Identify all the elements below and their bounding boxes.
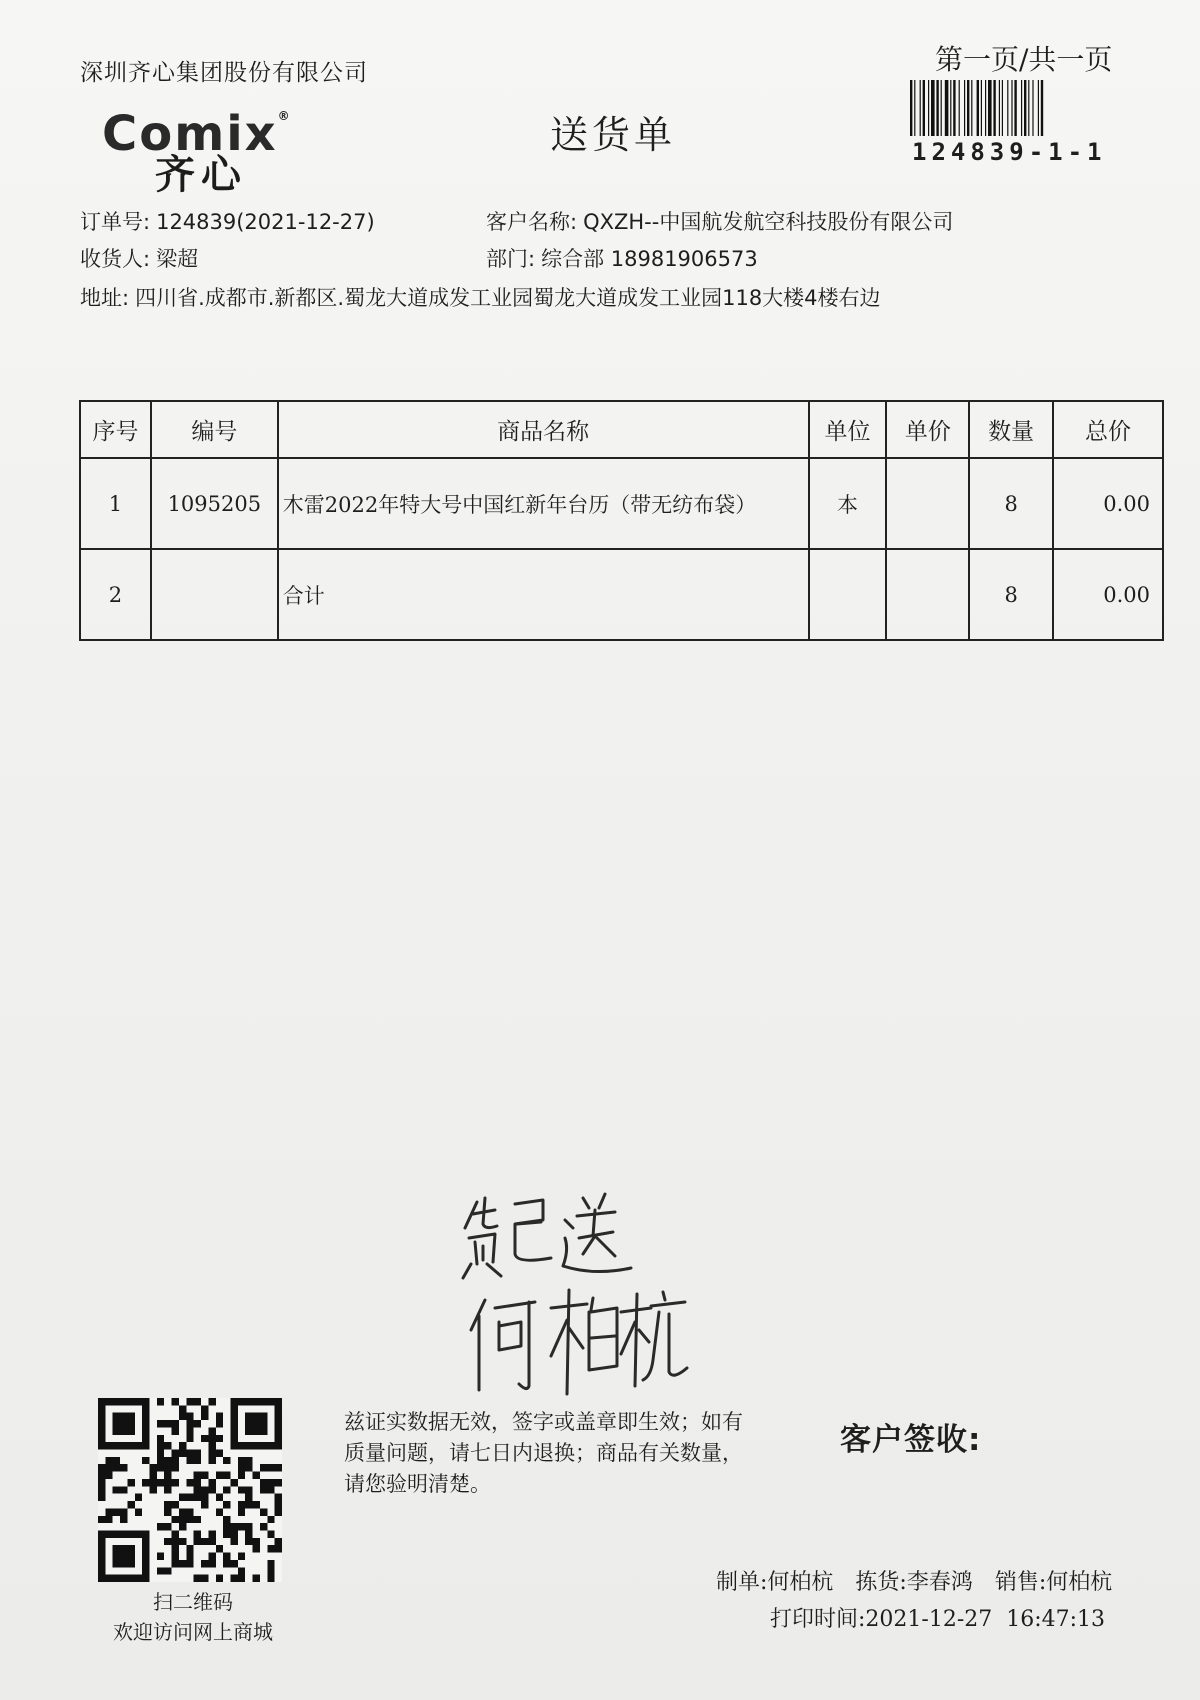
- cell-total: 0.00: [1053, 458, 1163, 549]
- cell-qty: 8: [969, 549, 1053, 640]
- document-title: 送货单: [550, 113, 677, 157]
- col-header-total: 总价: [1053, 401, 1163, 458]
- customer-label: 客户名称:: [486, 210, 578, 234]
- items-table: [79, 400, 1164, 641]
- col-header-price: 单价: [886, 401, 969, 458]
- company-name: 深圳齐心集团股份有限公司: [80, 60, 368, 86]
- maker: 制单:何柏杭: [716, 1570, 834, 1595]
- barcode-icon: [910, 80, 1122, 136]
- col-header-product: 商品名称: [278, 401, 809, 458]
- col-header-code: 编号: [151, 401, 278, 458]
- logo-chinese: 齐心: [155, 152, 247, 198]
- department-value: 综合部 18981906573: [541, 247, 758, 271]
- department-label: 部门:: [486, 247, 536, 271]
- cell-product: 合计: [278, 549, 809, 640]
- qr-caption-scan: 扫二维码: [153, 1590, 233, 1614]
- customer-name: [486, 212, 953, 233]
- cell-price: [886, 458, 969, 549]
- customer-value: QXZH--中国航发航空科技股份有限公司: [583, 210, 954, 234]
- cell-seq: 1: [80, 458, 151, 549]
- validity-notice: 兹证实数据无效，签字或盖章即生效；如有质量问题，请七日内退换；商品有关数量，请您验明清楚。: [344, 1410, 743, 1496]
- customer-signoff-label: 客户签收:: [840, 1422, 982, 1458]
- qr-code-icon: [98, 1398, 282, 1582]
- table-row-summary: [80, 549, 1163, 640]
- address: [80, 288, 881, 309]
- department: [486, 249, 758, 270]
- col-header-unit: 单位: [809, 401, 887, 458]
- order-number-label: 订单号:: [80, 210, 151, 234]
- address-label: 地址:: [80, 286, 130, 310]
- print-time: 打印时间:2021-12-27 16:47:13: [770, 1607, 1106, 1632]
- picker: 拣货:李春鸿: [855, 1570, 973, 1595]
- qr-caption-mall: 欢迎访问网上商城: [113, 1620, 273, 1644]
- table-header-row: [80, 401, 1163, 458]
- order-number-value: 124839(2021-12-27): [156, 210, 375, 234]
- cell-unit: [809, 549, 887, 640]
- cell-product: 木雷2022年特大号中国红新年台历（带无纺布袋）: [278, 458, 809, 549]
- handwritten-signature: [455, 1180, 695, 1420]
- cell-qty: 8: [969, 458, 1053, 549]
- sales: 销售:何柏杭: [994, 1570, 1113, 1595]
- cell-code: [151, 549, 278, 640]
- page-indicator: 第一页/共一页: [935, 43, 1113, 76]
- receiver: [80, 249, 198, 270]
- col-header-qty: 数量: [969, 401, 1053, 458]
- comix-logo: Comix®: [102, 106, 292, 162]
- cell-price: [886, 549, 969, 640]
- order-number: [80, 212, 375, 233]
- col-header-seq: 序号: [80, 401, 151, 458]
- logo-wordmark: Comix: [102, 106, 278, 162]
- cell-total: 0.00: [1053, 549, 1163, 640]
- receiver-value: 梁超: [156, 247, 199, 271]
- barcode-number: 124839-1-1: [912, 138, 1107, 166]
- address-value: 四川省.成都市.新都区.蜀龙大道成发工业园蜀龙大道成发工业园118大楼4楼右边: [135, 286, 881, 310]
- cell-seq: 2: [80, 549, 151, 640]
- table-row: [80, 458, 1163, 549]
- cell-unit: 本: [809, 458, 887, 549]
- receiver-label: 收货人:: [80, 247, 151, 271]
- cell-code: 1095205: [151, 458, 278, 549]
- staff-line: [716, 1565, 1112, 1596]
